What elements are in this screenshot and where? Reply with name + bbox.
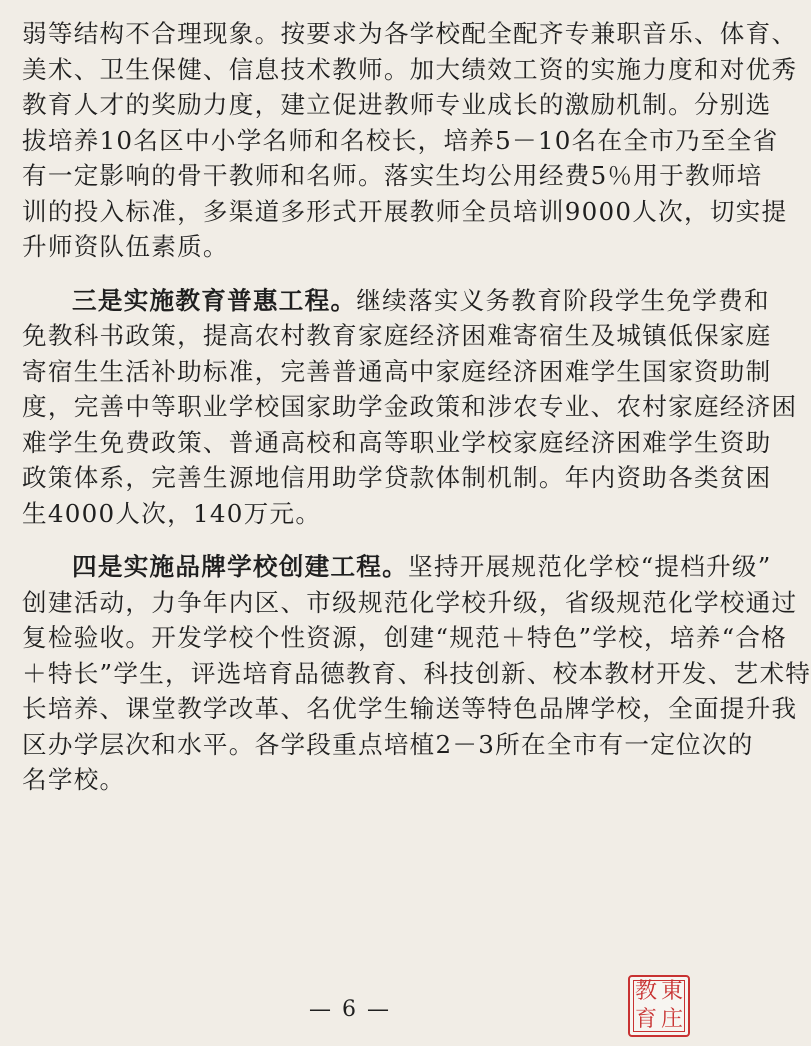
text-line: 弱等结构不合理现象。按要求为各学校配全配齐专兼职音乐、体育、 xyxy=(22,19,798,48)
heading-continuation: 坚持开展规范化学校“提档升级” xyxy=(407,552,772,581)
text-line: 教育人才的奖励力度，建立促进教师专业成长的激励机制。分别选 xyxy=(22,90,772,119)
text-line-first xyxy=(22,549,772,585)
paragraph-spacer xyxy=(22,265,682,283)
text-line: 难学生免费政策、普通高校和高等职业学校家庭经济困难学生资助 xyxy=(22,427,772,457)
text-line: 有一定影响的骨干教师和名师。落实生均公用经费5％用于教师培 xyxy=(22,161,763,190)
paragraph-spacer xyxy=(22,531,682,549)
text-line: 训的投入标准，多渠道多形式开展教师全员培训9000人次，切实提 xyxy=(22,196,788,226)
text-line: 复检验收。开发学校个性资源，创建“规范＋特色”学校，培养“合格 xyxy=(22,623,788,652)
document-body xyxy=(22,16,811,798)
section-heading: 四是实施品牌学校创建工程。 xyxy=(72,552,408,581)
text-line: 度，完善中等职业学校国家助学金政策和涉农专业、农村家庭经济困 xyxy=(22,392,798,421)
text-line: 拔培养10名区中小学名师和名校长，培养5－10名在全市乃至全省 xyxy=(22,125,779,155)
text-line: 长培养、课堂教学改革、名优学生输送等特色品牌学校，全面提升我 xyxy=(22,694,798,723)
paragraph-brand-schools xyxy=(22,549,811,798)
text-line: 政策体系，完善生源地信用助学贷款体制机制。年内资助各类贫困 xyxy=(22,463,772,492)
paragraph-education-benefit xyxy=(22,283,798,532)
page-number: — 6 — xyxy=(309,997,391,1022)
text-line: 区办学层次和水平。各学段重点培植2－3所在全市有一定位次的 xyxy=(22,729,754,759)
text-line: 美术、卫生保健、信息技术教师。加大绩效工资的实施力度和对优秀 xyxy=(22,54,798,84)
text-line: 升师资队伍素质。 xyxy=(22,232,229,261)
seal-char: 東 xyxy=(660,979,683,1004)
text-line: ＋特长”学生，评选培育品德教育、科技创新、校本教材开发、艺术特 xyxy=(22,658,811,688)
text-line: 寄宿生生活补助标准，完善普通高中家庭经济困难学生国家资助制 xyxy=(22,356,772,386)
seal-char: 庄 xyxy=(660,1007,683,1032)
text-line: 名学校。 xyxy=(22,765,126,794)
seal-stamp xyxy=(628,975,690,1037)
seal-char: 教 xyxy=(634,979,657,1004)
text-line: 创建活动，力争年内区、市级规范化学校升级，省级规范化学校通过 xyxy=(22,587,798,617)
paragraph-teacher-staffing xyxy=(22,16,798,265)
section-heading: 三是实施教育普惠工程。 xyxy=(72,285,357,315)
heading-continuation: 继续落实义务教育阶段学生免学费和 xyxy=(356,285,770,315)
seal-char: 育 xyxy=(634,1007,657,1032)
text-line: 生4000人次，140万元。 xyxy=(22,498,322,528)
text-line-first xyxy=(22,283,770,319)
text-line: 免教科书政策，提高农村教育家庭经济困难寄宿生及城镇低保家庭 xyxy=(22,321,772,350)
